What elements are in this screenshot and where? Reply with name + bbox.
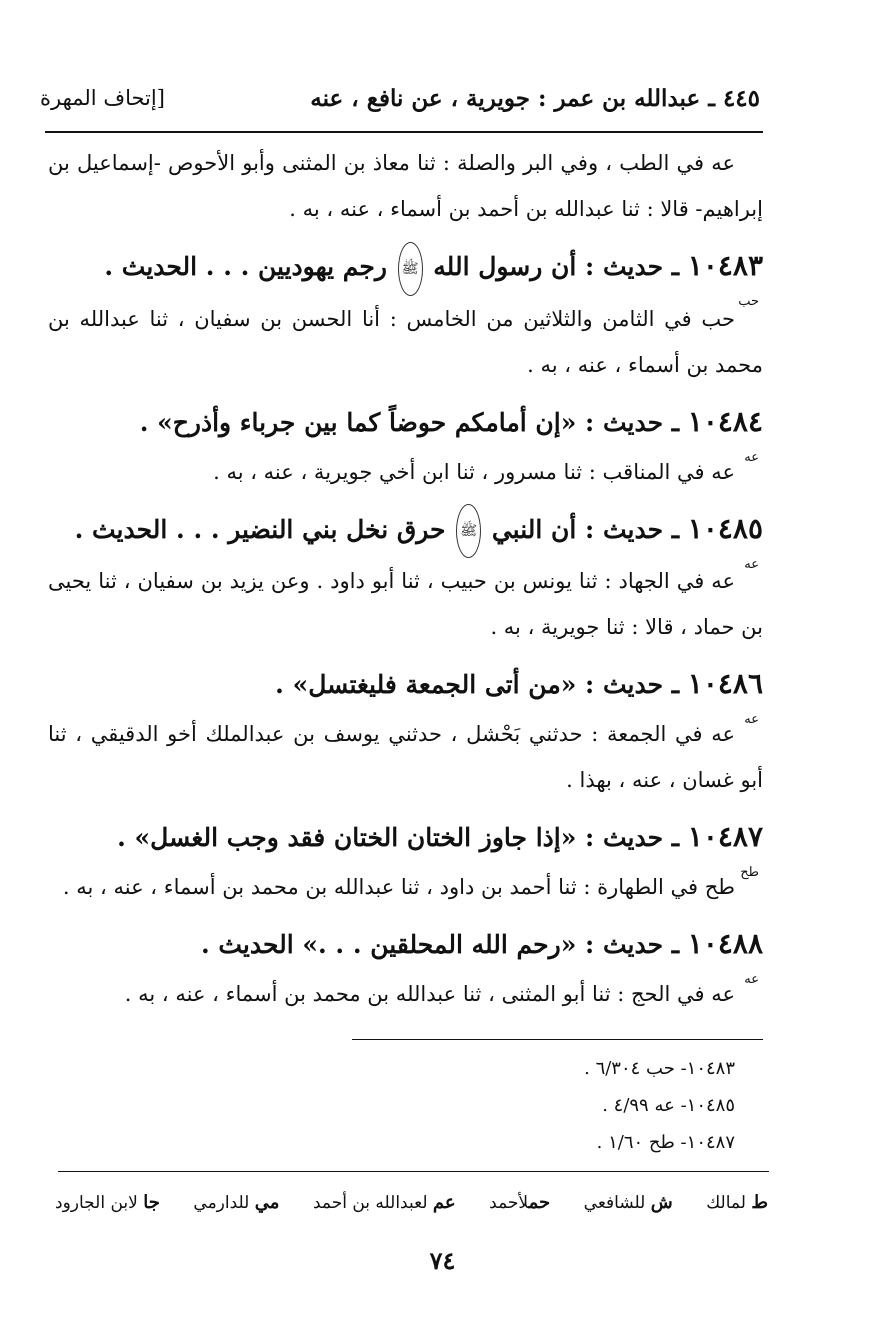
abbreviation-name: للشافعي xyxy=(583,1192,646,1213)
hadith-title: ـ حديث : «إذا جاوز الختان الختان فقد وجب الغسل» . xyxy=(117,823,688,852)
page-header xyxy=(40,78,760,118)
hadith-title: ـ حديث : «إن أمامكم حوضاً كما بين جرباء وأذرح» . xyxy=(139,407,688,437)
hadith-heading xyxy=(48,240,763,309)
abbreviation-name: لأحمد xyxy=(489,1192,529,1213)
abbreviation-name: لابن الجارود xyxy=(55,1192,138,1213)
hadith-entry xyxy=(48,503,763,651)
source-siglum: عه xyxy=(744,972,759,987)
salutation-glyph: ﷺ xyxy=(398,242,423,296)
abbreviation-item xyxy=(55,1192,160,1213)
footnote: ١٠٤٨٥- عه ٤/٩٩ . xyxy=(602,1095,735,1116)
hadith-number: ١٠٤٨٤ xyxy=(687,404,763,438)
salutation-glyph: ﷺ xyxy=(456,504,481,558)
hadith-entry xyxy=(48,240,763,388)
hadith-entry xyxy=(48,811,763,910)
hadith-heading xyxy=(48,811,763,880)
abbreviations-key xyxy=(55,1182,768,1222)
abbreviation-item xyxy=(584,1192,673,1213)
hadith-title: ـ حديث : «من أتى الجمعة فليغتسل» . xyxy=(275,670,688,699)
hadith-title-rest: حرق نخل بني النضير . . . الحديث . xyxy=(74,514,455,544)
abbreviation-item xyxy=(489,1192,550,1213)
hadith-heading xyxy=(48,658,763,727)
hadith-entry xyxy=(48,658,763,803)
abbreviation-code: حم xyxy=(528,1191,551,1213)
abbreviation-name: للدارمي xyxy=(193,1192,250,1213)
source-siglum: عه xyxy=(744,449,759,465)
hadith-number: ١٠٤٨٣ xyxy=(687,249,763,282)
hadith-number: ١٠٤٨٥ xyxy=(687,511,763,545)
hadith-title: ـ حديث : «رحم الله المحلقين . . .» الحديث . xyxy=(200,930,688,959)
abbreviation-code: جا xyxy=(143,1191,160,1213)
hadith-heading xyxy=(48,396,763,465)
abbreviations-rule xyxy=(58,1171,769,1172)
hadith-number: ١٠٤٨٧ xyxy=(687,820,763,853)
footnotes xyxy=(335,1050,735,1161)
hadith-source-text: طح في الطهارة : ثنا أحمد بن داود ، ثنا عبدالله بن محمد بن أسماء ، عنه ، به . xyxy=(62,875,735,899)
abbreviation-item xyxy=(313,1192,456,1213)
abbreviation-name: لعبدالله بن أحمد xyxy=(312,1192,428,1213)
footnote-rule xyxy=(352,1039,763,1040)
hadith-source-text: عه في الجهاد : ثنا يونس بن حبيب ، ثنا أبو داود . وعن يزيد بن سفيان ، ثنا يحيى بن حماد ، قالا : ثنا جويرية ، به . xyxy=(48,569,763,639)
hadith-title: ـ حديث : أن النبي xyxy=(483,514,688,544)
source-siglum: عه xyxy=(744,556,759,572)
hadith-source-text: حب في الثامن والثلاثين من الخامس : أنا الحسن بن سفيان ، ثنا عبدالله بن محمد بن أسماء ، عنه ، به . xyxy=(48,306,763,377)
source-siglum: حب xyxy=(738,294,759,309)
source-siglum: عه xyxy=(744,712,759,727)
running-title: ٤٤٥ ـ عبدالله بن عمر : جويرية ، عن نافع ، عنه xyxy=(310,84,760,112)
book-title: [إتحاف المهرة xyxy=(40,86,165,110)
footnote: ١٠٤٨٧- طح ١/٦٠ . xyxy=(596,1132,735,1153)
page-number: ٧٤ xyxy=(429,1246,456,1275)
footnote: ١٠٤٨٣- حب ٦/٣٠٤ . xyxy=(584,1058,735,1079)
hadith-title-rest: رجم يهوديين . . . الحديث . xyxy=(104,252,396,281)
abbreviation-code: مي xyxy=(254,1191,280,1213)
hadith-source-text: عه في الحج : ثنا أبو المثنى ، ثنا عبدالله بن محمد بن أسماء ، عنه ، به . xyxy=(124,982,735,1006)
hadith-number: ١٠٤٨٦ xyxy=(687,667,763,700)
abbreviation-item xyxy=(193,1192,279,1213)
abbreviation-code: ط xyxy=(751,1191,768,1213)
header-rule xyxy=(45,131,763,133)
hadith-title: ـ حديث : أن رسول الله xyxy=(424,252,688,281)
abbreviation-code: عم xyxy=(432,1191,456,1213)
hadith-heading xyxy=(48,918,763,987)
abbreviation-code: ش xyxy=(650,1191,673,1213)
hadith-heading xyxy=(48,503,763,572)
abbreviation-name: لمالك xyxy=(706,1192,746,1213)
intro-paragraph: عه في الطب ، وفي البر والصلة : ثنا معاذ بن المثنى وأبو الأحوص -إسماعيل بن إبراهيم- قالا : ثنا عبدالله بن أحمد بن أسماء ، عنه ، به . xyxy=(48,151,763,221)
hadith-entries xyxy=(48,140,763,1017)
hadith-number: ١٠٤٨٨ xyxy=(687,927,763,960)
abbreviation-item xyxy=(706,1192,768,1213)
hadith-entry xyxy=(48,396,763,495)
hadith-entry xyxy=(48,918,763,1017)
source-siglum: طح xyxy=(740,865,759,880)
hadith-source-text: عه في الجمعة : حدثني بَحْشل ، حدثني يوسف بن عبدالملك أخو الدقيقي ، ثنا أبو غسان ، عنه ، بهذا . xyxy=(48,722,763,792)
hadith-source-text: عه في المناقب : ثنا مسرور ، ثنا ابن أخي جويرية ، عنه ، به . xyxy=(213,459,735,484)
